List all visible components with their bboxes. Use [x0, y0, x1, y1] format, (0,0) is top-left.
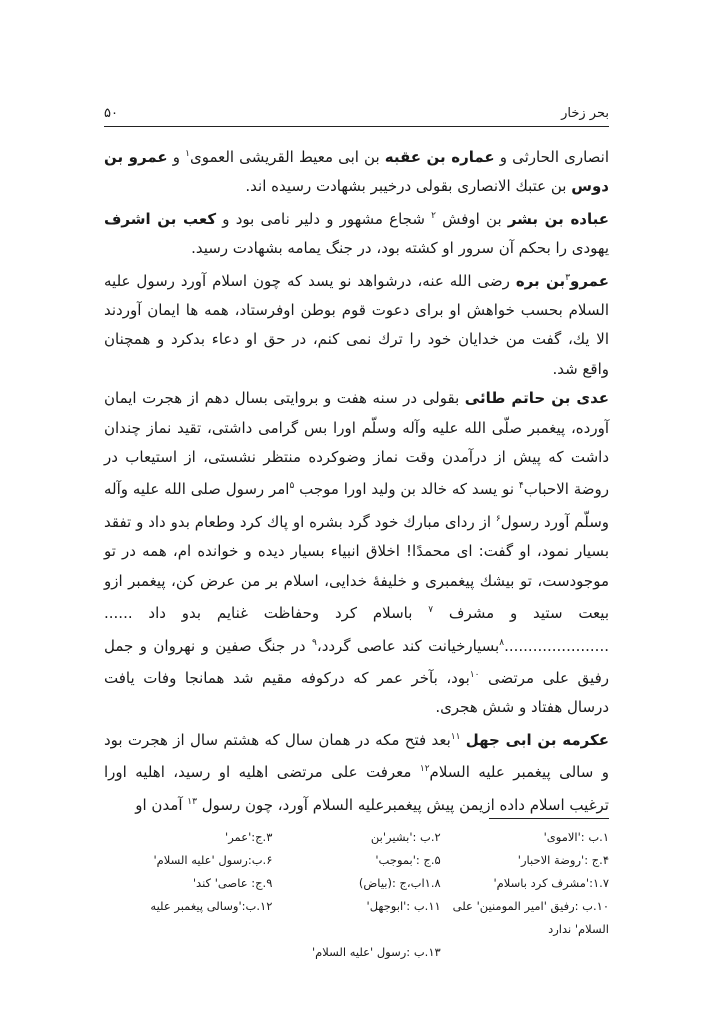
footnote: ۱۳.ب :رسول 'علیه السلام' — [311, 945, 441, 959]
name-heading: عدی بن حاتم طائی — [464, 389, 609, 408]
footnote-row — [104, 826, 609, 849]
main-text — [104, 140, 609, 820]
name-heading: عماره بن عقبه — [384, 148, 495, 166]
text-run: رضی الله عنه، درشواهد نو یسد که چون اسلام آورد رسول علیه السلام بحسب خواهش او برای دعوت قوم بوطن اوفرستاد، همه ها ایمان آوردند الا یك، گفت من خدایان خود را ترك نمی کنم، در حق او دعاء بدکرد و همچنان واقع شد. — [104, 271, 609, 378]
footnote: ۲.ب :'بشیر'بن — [370, 830, 441, 844]
footnote: ۱.۷:'مشرف کرد باسلام' — [493, 876, 609, 890]
footnote: ۱.۸اب،ج :(بیاض) — [358, 876, 441, 890]
name-heading: بن بره — [515, 271, 566, 290]
footnote-ref: ۱۳ — [187, 796, 197, 807]
name-heading: عمرو — [570, 271, 609, 290]
paragraph — [104, 384, 609, 722]
paragraph — [104, 202, 609, 264]
footnote-row — [104, 941, 609, 964]
text-run: و — [167, 148, 186, 166]
text-run: بن عتبك الانصاری بقولی درخیبر بشهادت رسیده اند. — [245, 177, 572, 196]
text-run: باسلام کرد وحفاظت غنایم بدو داد ...... — [104, 604, 429, 623]
name-heading: عمرو بن دوس — [104, 148, 609, 196]
footnote: ۱.ب :'الاموی' — [543, 830, 609, 844]
footnote: ۱۲.ب:'وسالی پیغمبر علیه — [150, 899, 273, 913]
text-run: بن اوفش — [435, 209, 508, 228]
page-header — [104, 100, 609, 127]
text-run: یهودی را بحکم آن سرور او کشته بود، در جنگ یمامه بشهادت رسید. — [191, 239, 609, 258]
text-run: شجاع مشهور و دلیر نامی بود و — [216, 209, 432, 228]
footnote-ref: ۷ — [428, 605, 434, 616]
text-run: نو یسد که خالد بن ولید اورا موجب — [294, 480, 519, 499]
text-run: انصاری الحارثی و — [494, 148, 610, 166]
footnote-divider — [489, 818, 609, 819]
footnote-ref: ۱۲ — [419, 764, 430, 775]
name-heading: کعب بن اشرف — [104, 209, 217, 228]
text-run: بعد فتح مکه در همان سال که هشتم سال از هجرت بود و سالی پیغمبر علیه السلام — [104, 730, 609, 782]
footnote-row — [104, 895, 609, 941]
text-run: آمدن او — [135, 795, 188, 814]
footnote-ref: ۴ — [518, 481, 524, 492]
footnote-ref: ۳ — [565, 272, 571, 283]
footnote-row — [104, 872, 609, 895]
text-run: از ردای مبارك خود گرد بشره او پاك کرد وطعام بدو داد و تفقد بسیار نمود، او گفت: ای محمدًا! اخلاق انبیاء بسیار دیده و خوانده ام، همه در تو موجودست، تو بیشك پیغمبری و خلیفهٔ خدایی، اسلام بر من عرض کن، پیغمبر ازو بیعت ستید و مشرف — [104, 512, 609, 623]
text-run: امر رسول صلی الله علیه وآله وسلّم آورد رسول — [104, 480, 610, 531]
paragraph — [104, 723, 609, 820]
footnote-ref: ۱۱ — [450, 731, 461, 742]
footnote-ref: ۱۰ — [469, 669, 480, 680]
footnote-ref: ۵ — [289, 481, 295, 492]
text-run: بقولی در سنه هفت و بروایتی بسال دهم از هجرت ایمان آورده، پیغمبر صلّی الله علیه وآله وسلّم اورا بس گرامی داشتی، تقید نماز چندان داشت که پیش از درآمدن وقت نماز وضوکرده منتظر نشستی، از استیعاب در روضة الاحباب — [104, 389, 609, 499]
footnote-ref: ۱ — [185, 149, 190, 159]
text-run: معرفت علی مرتضی اهلیه او رسید، اهلیه اورا ترغیب اسلام داده ازیمن پیش پیغمبرعلیه السلام آورد، چون رسول — [104, 763, 609, 814]
footnote: ۳.ج:'عمر' — [225, 830, 273, 844]
footnote: ۴.ج :'روضة الاحبار' — [517, 853, 609, 867]
footnotes — [104, 826, 609, 964]
name-heading: عکرمه بن ابی جهل — [465, 730, 609, 749]
text-run: ...................... — [504, 636, 609, 655]
page-number: ۵۰ — [104, 105, 118, 121]
name-heading: عباده بن بشر — [507, 209, 609, 228]
text-run: بسیارخیانت کند عاصی گردد، — [316, 636, 500, 655]
footnote: ۹.ج: عاصی' کند' — [192, 876, 273, 890]
footnote: ۶.ب:رسول 'علیه السلام' — [153, 853, 273, 867]
footnote-ref: ۸ — [499, 637, 505, 648]
footnote-ref: ۲ — [431, 210, 436, 221]
footnote: ۱۰.ب :رفیق 'امیر المومنین' علی السلام' ندارد — [452, 899, 609, 936]
footnote-row — [104, 849, 609, 872]
paragraph — [104, 140, 609, 202]
paragraph — [104, 264, 609, 385]
text-run: در جنگ صفین و نهروان و جمل رفیق علی مرتضی — [104, 636, 609, 687]
footnote — [441, 941, 609, 964]
book-title: بحر زخار — [561, 105, 609, 121]
text-run: بود، بآخر عمر که درکوفه مقیم شد همانجا وفات یافت درسال هفتاد و شش هجری. — [104, 668, 609, 717]
text-run: بن ابی معیط القریشی العموی — [189, 148, 385, 166]
footnote-ref: ۶ — [495, 513, 501, 524]
footnote: ۱۱.ب :'ابوجهل' — [366, 899, 441, 913]
footnote-ref: ۹ — [312, 637, 317, 648]
footnote: ۵.ج :'بموجب' — [375, 853, 441, 867]
footnote — [104, 941, 272, 964]
